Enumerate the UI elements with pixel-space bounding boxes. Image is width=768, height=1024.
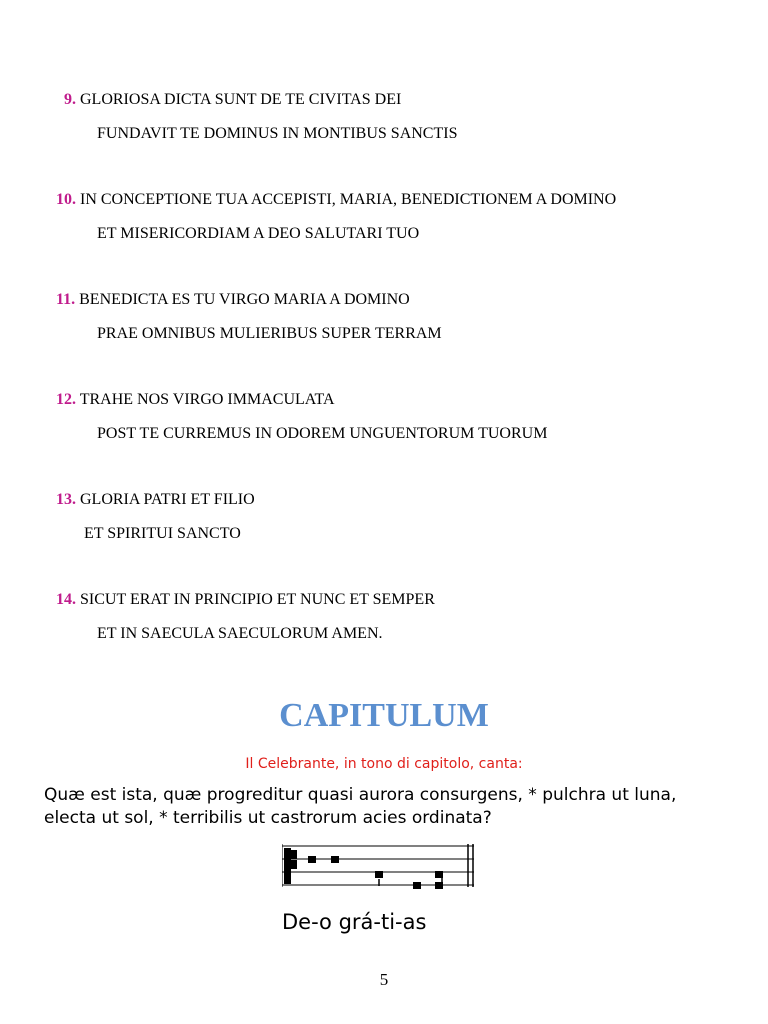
verse-text: SICUT ERAT IN PRINCIPIO ET NUNC ET SEMPER (80, 591, 435, 608)
neume-note (331, 856, 339, 863)
neume-note (375, 871, 383, 878)
c-clef-icon (284, 848, 297, 884)
verse-13 (56, 490, 255, 510)
verse-10 (56, 190, 616, 210)
page-number: 5 (379, 970, 389, 989)
verse-text: TRAHE NOS VIRGO IMMACULATA (79, 391, 335, 408)
verse-9 (64, 90, 401, 110)
verse-text: BENEDICTA ES TU VIRGO MARIA A DOMINO (79, 291, 410, 308)
section-title: CAPITULUM (279, 697, 489, 734)
verse-11 (56, 290, 410, 310)
verse-text: IN CONCEPTIONE TUA ACCEPISTI, MARIA, BENEDICTIONEM A DOMINO (80, 191, 617, 208)
chant-staff (282, 838, 478, 898)
verse-12 (56, 390, 335, 410)
verse-number: 9. (64, 91, 76, 108)
verse-number: 12. (56, 391, 76, 408)
chant-text: Quæ est ista, quæ progreditur quasi aurora consurgens, * pulchra ut luna, electa ut sol, * terribilis ut castrorum acies ordinata? (44, 785, 677, 828)
verse-text: GLORIOSA DICTA SUNT DE TE CIVITAS DEI (80, 91, 402, 108)
verse-11-continuation: PRAE OMNIBUS MULIERIBUS SUPER TERRAM (97, 325, 442, 342)
verse-text: GLORIA PATRI ET FILIO (80, 491, 255, 508)
verse-number: 10. (56, 191, 76, 208)
rubric: Il Celebrante, in tono di capitolo, canta: (245, 756, 523, 772)
verse-9-continuation: FUNDAVIT TE DOMINUS IN MONTIBUS SANCTIS (97, 125, 458, 142)
verse-number: 11. (56, 291, 76, 308)
response-lyric: De-o grá-ti-as (282, 910, 427, 934)
verse-number: 13. (56, 491, 76, 508)
verse-14-continuation: ET IN SAECULA SAECULORUM AMEN. (97, 625, 383, 642)
verse-10-continuation: ET MISERICORDIAM A DEO SALUTARI TUO (97, 225, 420, 242)
neume-note (308, 856, 316, 863)
verse-14 (56, 590, 435, 610)
neume-note (413, 882, 421, 889)
verse-12-continuation: POST TE CURREMUS IN ODOREM UNGUENTORUM TUORUM (97, 425, 548, 442)
verse-number: 14. (56, 591, 76, 608)
verse-13-continuation: ET SPIRITUI SANCTO (84, 525, 241, 542)
